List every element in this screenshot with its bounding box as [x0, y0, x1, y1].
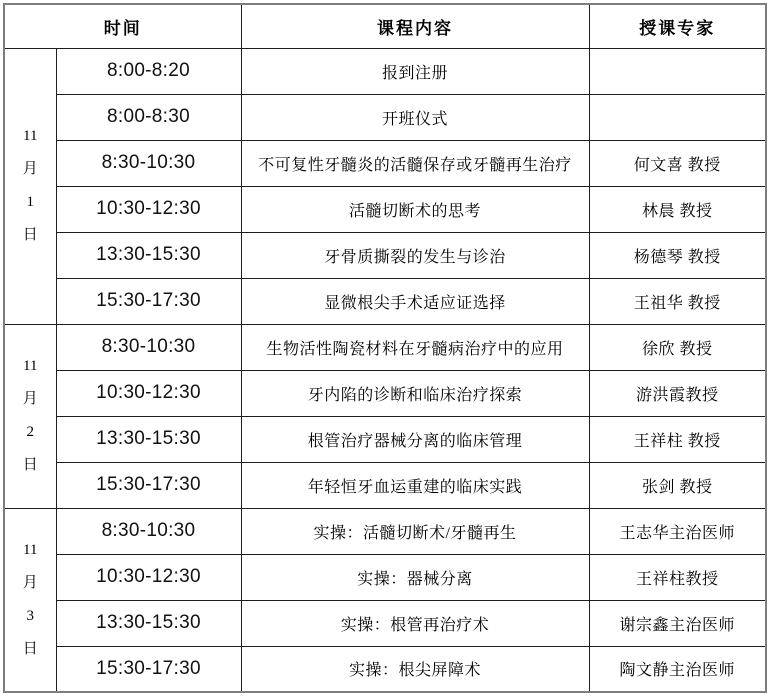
table-row	[4, 140, 766, 186]
time-cell: 15:30-17:30	[56, 278, 241, 324]
expert-cell: 谢宗鑫主治医师	[589, 600, 766, 646]
table-row	[4, 370, 766, 416]
table-row	[4, 508, 766, 554]
expert-cell: 陶文静主治医师	[589, 646, 766, 692]
header-row	[4, 4, 766, 48]
time-cell: 8:30-10:30	[56, 508, 241, 554]
table-row	[4, 462, 766, 508]
time-cell: 10:30-12:30	[56, 554, 241, 600]
expert-cell: 游洪霞教授	[589, 370, 766, 416]
expert-cell: 王祥柱 教授	[589, 416, 766, 462]
course-cell: 实操：器械分离	[241, 554, 589, 600]
expert-cell: 林晨 教授	[589, 186, 766, 232]
time-cell: 8:30-10:30	[56, 140, 241, 186]
table-row	[4, 278, 766, 324]
expert-cell	[589, 94, 766, 140]
time-cell: 13:30-15:30	[56, 416, 241, 462]
column-header-course-content: 课程内容	[241, 4, 589, 48]
course-cell: 显微根尖手术适应证选择	[241, 278, 589, 324]
time-cell: 15:30-17:30	[56, 646, 241, 692]
expert-cell: 徐欣 教授	[589, 324, 766, 370]
course-cell: 年轻恒牙血运重建的临床实践	[241, 462, 589, 508]
course-schedule-table	[3, 3, 767, 693]
course-cell: 实操：活髓切断术/牙髓再生	[241, 508, 589, 554]
course-cell: 报到注册	[241, 48, 589, 94]
table-row	[4, 554, 766, 600]
time-cell: 10:30-12:30	[56, 186, 241, 232]
table-row	[4, 600, 766, 646]
expert-cell: 杨德琴 教授	[589, 232, 766, 278]
date-cell-day1	[4, 48, 56, 324]
table-row	[4, 324, 766, 370]
date-cell-day2	[4, 324, 56, 508]
time-cell: 13:30-15:30	[56, 600, 241, 646]
expert-cell: 张剑 教授	[589, 462, 766, 508]
date-label-day3: 11 月 3 日	[22, 541, 38, 657]
course-cell: 牙骨质撕裂的发生与诊治	[241, 232, 589, 278]
table-row	[4, 232, 766, 278]
table-row	[4, 646, 766, 692]
course-cell: 实操：根尖屏障术	[241, 646, 589, 692]
table-row	[4, 186, 766, 232]
table-row	[4, 416, 766, 462]
course-cell: 开班仪式	[241, 94, 589, 140]
course-cell: 牙内陷的诊断和临床治疗探索	[241, 370, 589, 416]
date-cell-day3	[4, 508, 56, 692]
date-label-day2: 11 月 2 日	[22, 358, 38, 473]
course-cell: 实操：根管再治疗术	[241, 600, 589, 646]
course-cell: 生物活性陶瓷材料在牙髓病治疗中的应用	[241, 324, 589, 370]
date-label-day1: 11 月 1 日	[22, 128, 38, 243]
expert-cell: 王祥柱教授	[589, 554, 766, 600]
time-cell: 10:30-12:30	[56, 370, 241, 416]
column-header-time: 时间	[4, 4, 241, 48]
course-cell: 不可复性牙髓炎的活髓保存或牙髓再生治疗	[241, 140, 589, 186]
expert-cell	[589, 48, 766, 94]
time-cell: 8:30-10:30	[56, 324, 241, 370]
time-cell: 15:30-17:30	[56, 462, 241, 508]
time-cell: 8:00-8:20	[56, 48, 241, 94]
column-header-expert: 授课专家	[589, 4, 766, 48]
time-cell: 8:00-8:30	[56, 94, 241, 140]
expert-cell: 何文喜 教授	[589, 140, 766, 186]
table-row	[4, 48, 766, 94]
table-row	[4, 94, 766, 140]
course-cell: 活髓切断术的思考	[241, 186, 589, 232]
expert-cell: 王祖华 教授	[589, 278, 766, 324]
expert-cell: 王志华主治医师	[589, 508, 766, 554]
course-cell: 根管治疗器械分离的临床管理	[241, 416, 589, 462]
time-cell: 13:30-15:30	[56, 232, 241, 278]
